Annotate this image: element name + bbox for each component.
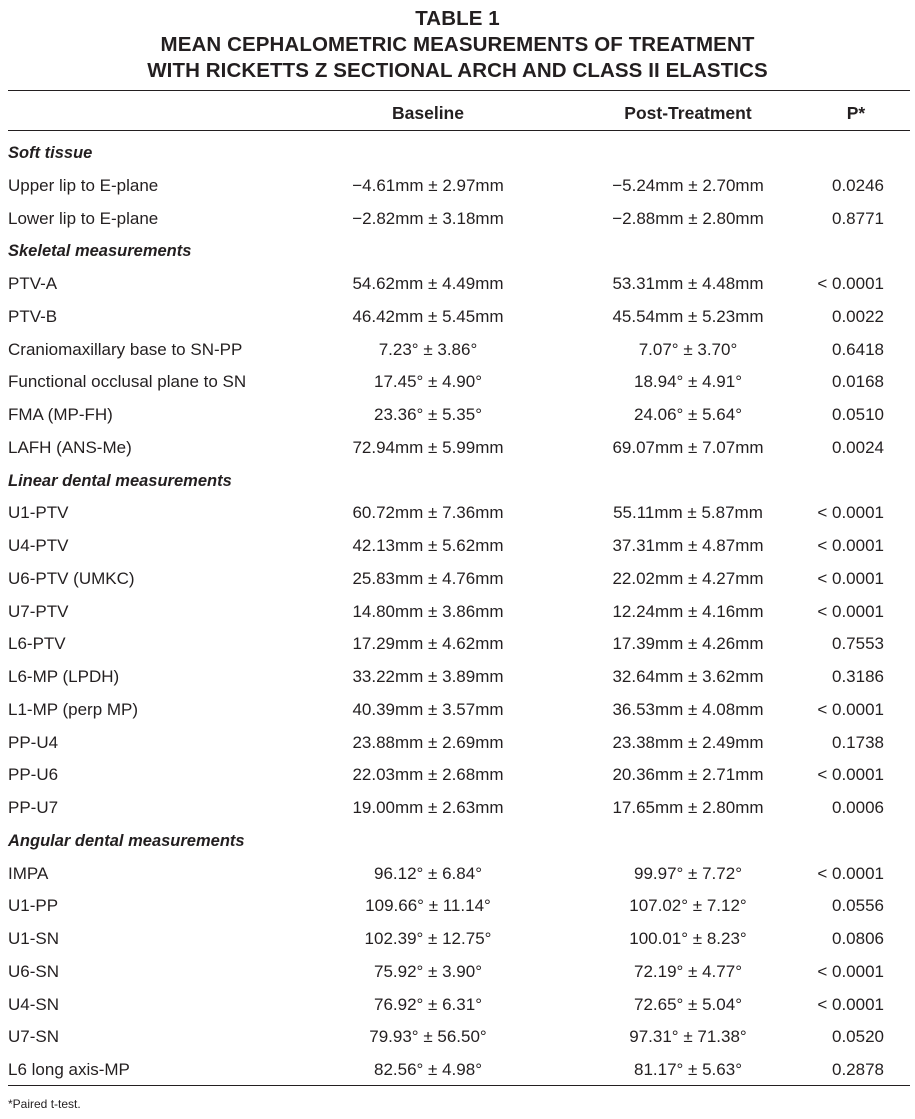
- p-value: < 0.0001: [817, 994, 884, 1014]
- p-value: < 0.0001: [817, 503, 884, 523]
- post-treatment-value: 22.02mm ± 4.27mm: [612, 568, 764, 588]
- section-header: [0, 825, 915, 858]
- table-row: [0, 334, 915, 367]
- p-value: < 0.0001: [817, 765, 884, 785]
- table-row: [0, 956, 915, 989]
- measurement-label: PP-U4: [8, 732, 59, 752]
- baseline-value: 96.12° ± 6.84°: [373, 863, 482, 883]
- p-value: < 0.0001: [817, 536, 884, 555]
- baseline-value: 60.72mm ± 7.36mm: [352, 503, 504, 523]
- post-treatment-value: 32.64mm ± 3.62mm: [612, 667, 764, 686]
- post-treatment-value: 24.06° ± 5.64°: [633, 405, 742, 424]
- baseline-value: 40.39mm ± 3.57mm: [352, 699, 504, 719]
- measurement-label: U7-PTV: [8, 601, 69, 621]
- header-rule: [8, 130, 910, 131]
- p-value: 0.3186: [832, 667, 884, 686]
- table-title-line-1: MEAN CEPHALOMETRIC MEASUREMENTS OF TREATMENT: [160, 33, 755, 56]
- table-row: [0, 989, 915, 1022]
- baseline-value: 79.93° ± 56.50°: [369, 1027, 487, 1047]
- table-row: [0, 399, 915, 432]
- table-row: [0, 170, 915, 203]
- p-value: 0.0806: [832, 929, 884, 948]
- post-treatment-value: 36.53mm ± 4.08mm: [612, 699, 764, 719]
- measurement-label: LAFH (ANS-Me): [8, 437, 132, 457]
- baseline-value: 33.22mm ± 3.89mm: [352, 667, 504, 686]
- table-title: [0, 6, 915, 84]
- baseline-value: 17.45° ± 4.90°: [373, 372, 482, 392]
- p-value: 0.0520: [832, 1027, 884, 1047]
- measurement-label: PP-U6: [8, 765, 59, 785]
- baseline-value: 22.03mm ± 2.68mm: [352, 765, 504, 785]
- p-value: 0.0022: [832, 306, 884, 326]
- p-value: < 0.0001: [817, 274, 884, 293]
- section-label: Linear dental measurements: [8, 471, 232, 490]
- baseline-value: 72.94mm ± 5.99mm: [352, 437, 504, 457]
- baseline-value: 23.88mm ± 2.69mm: [352, 732, 504, 752]
- table-row: [0, 530, 915, 563]
- baseline-value: −2.82mm ± 3.18mm: [352, 208, 504, 228]
- measurement-label: U6-SN: [8, 961, 60, 981]
- baseline-value: 25.83mm ± 4.76mm: [352, 568, 504, 588]
- p-value: 0.0024: [832, 437, 884, 457]
- baseline-value: 76.92° ± 6.31°: [373, 994, 482, 1014]
- post-treatment-value: 23.38mm ± 2.49mm: [612, 732, 764, 752]
- p-value: 0.0006: [832, 798, 884, 817]
- p-value: < 0.0001: [817, 568, 884, 588]
- measurement-label: PTV-B: [8, 306, 58, 326]
- section-header: [0, 235, 915, 268]
- measurement-label: Upper lip to E-plane: [8, 175, 159, 195]
- table-row: [0, 366, 915, 399]
- baseline-value: 42.13mm ± 5.62mm: [352, 536, 504, 555]
- column-header-p-value: P*: [846, 103, 866, 123]
- measurement-label: PTV-A: [8, 274, 58, 293]
- table-row: [0, 661, 915, 694]
- p-value: 0.0246: [832, 175, 884, 195]
- table-title-line-2: WITH RICKETTS Z SECTIONAL ARCH AND CLASS II ELASTICS: [147, 59, 768, 82]
- measurement-label: IMPA: [8, 863, 49, 883]
- post-treatment-value: −2.88mm ± 2.80mm: [612, 208, 764, 228]
- section-label: Angular dental measurements: [8, 831, 245, 850]
- section-label: Skeletal measurements: [8, 242, 192, 261]
- p-value: < 0.0001: [817, 863, 884, 883]
- baseline-value: 46.42mm ± 5.45mm: [352, 306, 504, 326]
- table-row: [0, 1054, 915, 1087]
- post-treatment-value: 81.17° ± 5.63°: [633, 1060, 742, 1079]
- measurement-label: U6-PTV (UMKC): [8, 568, 135, 588]
- post-treatment-value: 69.07mm ± 7.07mm: [612, 437, 764, 457]
- p-value: 0.2878: [832, 1060, 884, 1079]
- measurement-label: Functional occlusal plane to SN: [8, 372, 247, 392]
- table-row: [0, 694, 915, 727]
- measurement-label: PP-U7: [8, 798, 59, 817]
- table-row: [0, 497, 915, 530]
- measurement-label: L6-PTV: [8, 634, 66, 654]
- p-value: 0.0510: [832, 405, 884, 424]
- table-row: [0, 563, 915, 596]
- table-row: [0, 727, 915, 760]
- table-row: [0, 268, 915, 301]
- measurement-label: U7-SN: [8, 1027, 60, 1047]
- post-treatment-value: 72.65° ± 5.04°: [633, 994, 742, 1014]
- post-treatment-value: 99.97° ± 7.72°: [633, 863, 742, 883]
- baseline-value: −4.61mm ± 2.97mm: [352, 175, 504, 195]
- post-treatment-value: 72.19° ± 4.77°: [633, 961, 742, 981]
- table-row: [0, 1021, 915, 1054]
- table-row: [0, 792, 915, 825]
- post-treatment-value: 12.24mm ± 4.16mm: [612, 601, 764, 621]
- baseline-value: 23.36° ± 5.35°: [373, 405, 482, 424]
- table-row: [0, 301, 915, 334]
- p-value: 0.8771: [832, 208, 884, 228]
- post-treatment-value: 97.31° ± 71.38°: [629, 1027, 747, 1047]
- measurement-label: U1-PTV: [8, 503, 69, 523]
- post-treatment-value: 18.94° ± 4.91°: [633, 372, 742, 392]
- table-row: [0, 858, 915, 891]
- post-treatment-value: 53.31mm ± 4.48mm: [612, 274, 764, 293]
- measurement-label: U4-SN: [8, 994, 60, 1014]
- baseline-value: 19.00mm ± 2.63mm: [352, 798, 504, 817]
- baseline-value: 7.23° ± 3.86°: [378, 339, 478, 359]
- post-treatment-value: 17.65mm ± 2.80mm: [612, 798, 764, 817]
- measurement-label: L6 long axis-MP: [8, 1060, 130, 1079]
- p-value: 0.6418: [832, 339, 884, 359]
- table-number: TABLE 1: [415, 7, 500, 30]
- baseline-value: 75.92° ± 3.90°: [373, 961, 482, 981]
- table-row: [0, 203, 915, 236]
- p-value: 0.1738: [832, 732, 884, 752]
- measurement-label: U4-PTV: [8, 536, 69, 555]
- post-treatment-value: 100.01° ± 8.23°: [629, 929, 747, 948]
- top-rule: [8, 90, 910, 91]
- table-row: [0, 923, 915, 956]
- post-treatment-value: 55.11mm ± 5.87mm: [613, 503, 763, 523]
- p-value: < 0.0001: [817, 699, 884, 719]
- section-label: Soft tissue: [8, 144, 93, 162]
- baseline-value: 54.62mm ± 4.49mm: [352, 274, 504, 293]
- p-value: 0.0168: [832, 372, 884, 392]
- p-value: < 0.0001: [817, 601, 884, 621]
- post-treatment-value: 37.31mm ± 4.87mm: [612, 536, 764, 555]
- measurement-label: Lower lip to E-plane: [8, 208, 159, 228]
- measurement-label: U1-PP: [8, 896, 59, 916]
- column-header-post-treatment: Post-Treatment: [624, 103, 752, 123]
- bottom-rule: [8, 1085, 910, 1086]
- post-treatment-value: 45.54mm ± 5.23mm: [612, 306, 764, 326]
- footnote: *Paired t-test.: [8, 1097, 81, 1111]
- table-row: [0, 628, 915, 661]
- p-value: < 0.0001: [817, 961, 884, 981]
- post-treatment-value: 17.39mm ± 4.26mm: [612, 634, 764, 654]
- baseline-value: 14.80mm ± 3.86mm: [352, 601, 504, 621]
- p-value: 0.7553: [832, 634, 884, 654]
- measurement-label: Craniomaxillary base to SN-PP: [8, 339, 243, 359]
- section-header: [0, 465, 915, 498]
- measurement-label: U1-SN: [8, 929, 60, 948]
- table-row: [0, 432, 915, 465]
- post-treatment-value: 20.36mm ± 2.71mm: [612, 765, 764, 785]
- baseline-value: 17.29mm ± 4.62mm: [352, 634, 504, 654]
- table-row: [0, 596, 915, 629]
- measurement-label: FMA (MP-FH): [8, 405, 113, 424]
- table-body: [0, 137, 915, 1087]
- post-treatment-value: −5.24mm ± 2.70mm: [612, 175, 764, 195]
- table-row: [0, 890, 915, 923]
- post-treatment-value: 107.02° ± 7.12°: [629, 896, 747, 916]
- post-treatment-value: 7.07° ± 3.70°: [638, 339, 738, 359]
- baseline-value: 109.66° ± 11.14°: [365, 896, 491, 916]
- section-header: [0, 137, 915, 170]
- baseline-value: 102.39° ± 12.75°: [364, 929, 492, 948]
- table-row: [0, 759, 915, 792]
- column-header-baseline: Baseline: [392, 103, 464, 123]
- p-value: 0.0556: [832, 896, 884, 916]
- baseline-value: 82.56° ± 4.98°: [373, 1060, 482, 1079]
- measurement-label: L6-MP (LPDH): [8, 667, 120, 686]
- measurement-label: L1-MP (perp MP): [8, 699, 139, 719]
